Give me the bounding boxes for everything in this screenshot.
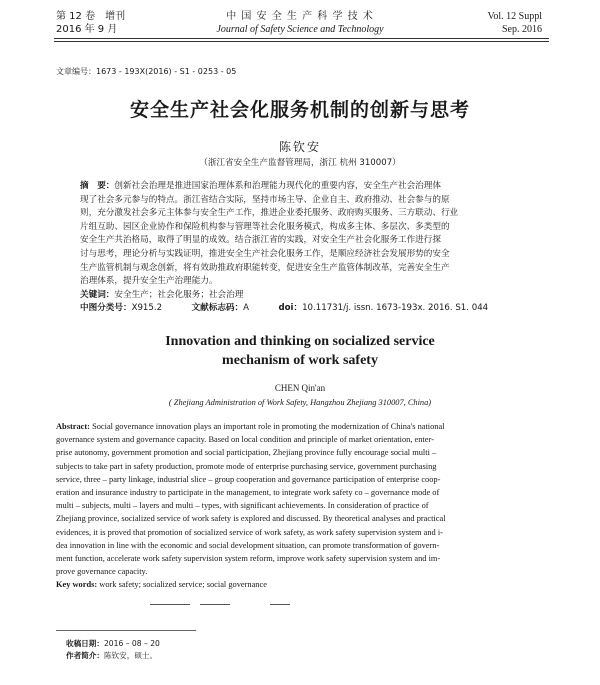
journal-name-cn: 中 国 安 全 生 产 科 学 技 术 — [226, 11, 374, 22]
title-en — [0, 332, 600, 370]
keywords-en-label: Key words: — [56, 580, 98, 590]
separator-dash — [270, 604, 290, 605]
abstract-en-line: subjects to take part in safety production, promote mode of enterprise purchasing service, government purchasing — [56, 461, 437, 471]
doi: 10.11731/j. issn. 1673-193x. 2016. S1. 044 — [302, 303, 489, 314]
abstract-en — [56, 420, 546, 592]
keywords-cn-text: 安全生产；社会化服务；社会治理 — [114, 289, 244, 300]
abstract-cn-line: 讨与思考，理论分析与实践证明，推进安全生产社会化服务工作，是顺应经济社会发展形势的安全 — [80, 248, 450, 259]
header-rule — [54, 38, 549, 39]
received-date: 2016 – 08 – 20 — [103, 639, 160, 648]
volume-info: 第 12 卷 增刊 — [56, 11, 126, 22]
abstract-cn-label: 摘 要： — [80, 181, 115, 191]
volume-info-en: Vol. 12 Suppl — [487, 11, 542, 22]
abstract-en-line: service, three – party linkage, industrial slice – group cooperation and governance participation of enterprise coop- — [56, 474, 441, 484]
author-bio-label: 作者简介： — [66, 651, 104, 660]
abstract-cn-line: 生产监管机制与观念创新，将有效助推政府职能转变，促进安全生产监管体制改革，完善安全生产 — [80, 262, 450, 273]
keywords-en — [56, 578, 546, 591]
abstract-cn-line: 治理体系，提升安全生产治理能力。 — [80, 276, 218, 287]
abstract-en-line: dea innovation in line with the economic and social development situation, can promote transformation of govern- — [56, 540, 440, 550]
abstract-cn-line: 片组互助、园区企业协作和保险机构参与管理等社会化服务模式，构成多主体、多层次、多类型的 — [80, 221, 450, 232]
abstract-en-line: Social governance innovation plays an important role in promoting the modernization of China's national — [92, 422, 445, 431]
separator-dash — [200, 604, 230, 605]
header-rule-second — [54, 41, 549, 42]
author-cn: 陈钦安 — [278, 140, 321, 154]
abstract-en-line: governance system and governance capacity. Based on local condition and principle of market orientation, enter- — [56, 435, 434, 445]
abstract-cn-line: 现了社会多元参与的特点。浙江省结合实际，坚持市场主导、企业自主、政府推动、社会参与的原 — [80, 194, 450, 205]
abstract-en-line: prise autonomy, government promotion and social participation, Zhejiang province fully encourage social multi – — [56, 448, 437, 458]
journal-name-en: Journal of Safety Science and Technology — [216, 24, 384, 35]
abstract-en-line: ment function, accelerate work safety supervision system reform, improve work safety supervision system and im- — [56, 554, 441, 564]
clc-label: 中图分类号： — [80, 303, 132, 314]
doi-label: doi： — [278, 303, 303, 314]
received-label: 收稿日期： — [66, 639, 104, 648]
keywords-cn-label: 关键词： — [80, 289, 115, 300]
title-en-line: Innovation and thinking on socialized service — [165, 334, 435, 349]
classification-row — [80, 302, 525, 316]
abstract-cn-line: 安全生产共治格局，取得了明显的成效。结合浙江省的实践，对安全生产社会化服务工作进行探 — [80, 235, 441, 246]
author-bio: 陈钦安，硕士。 — [103, 651, 158, 660]
abstract-cn-line: 则，充分激发社会多元主体参与安全生产工作，推进企业委托服务、政府购买服务、三方联动、行业 — [80, 208, 459, 219]
footnote-rule — [56, 630, 196, 631]
title-cn: 安全生产社会化服务机制的创新与思考 — [129, 99, 470, 121]
abstract-cn — [80, 180, 525, 316]
author-en: CHEN Qin'an — [274, 383, 326, 393]
doc-code-label: 文献标志码： — [191, 303, 244, 314]
abstract-en-line: evidences, it is proved that promotion of socialized service of work safety, as work safety supervision system and i- — [56, 527, 443, 537]
affiliation-en: ( Zhejiang Administration of Work Safety, Hangzhou Zhejiang 310007, China) — [168, 398, 432, 407]
abstract-en-line: prove governance capacity. — [56, 567, 148, 577]
abstract-en-line: multi – subjects, multi – layers and multi – types, with significant achievements. In consideration of practice of — [56, 501, 429, 511]
separator-dash — [150, 604, 190, 605]
abstract-en-line: eration and insurance industry to participate in the management, to integrate work safety co – governance mode of — [56, 488, 440, 498]
affiliation-cn: （浙江省安全生产监督管理局，浙江 杭州 310007） — [199, 158, 401, 168]
footnote — [66, 638, 160, 662]
keywords-cn — [80, 289, 525, 303]
title-en-line: mechanism of work safety — [222, 353, 378, 368]
abstract-en-line: Zhejiang province, socialized service of work safety is explored and discussed. By theoretical analyses and practical — [56, 514, 446, 524]
issue-date: 2016 年 9 月 — [56, 24, 118, 35]
abstract-en-label: Abstract: — [56, 422, 90, 431]
abstract-cn-line: 创新社会治理是推进国家治理体系和治理能力现代化的重要内容，安全生产社会治理体 — [114, 181, 441, 191]
clc-number: X915.2 — [131, 303, 163, 314]
issue-date-en: Sep. 2016 — [502, 24, 542, 35]
article-number: 文章编号：1673 - 193X(2016) - S1 - 0253 - 05 — [56, 67, 237, 76]
doc-code: A — [243, 303, 250, 314]
keywords-en-text: work safety; socialized service; social governance — [99, 580, 267, 590]
